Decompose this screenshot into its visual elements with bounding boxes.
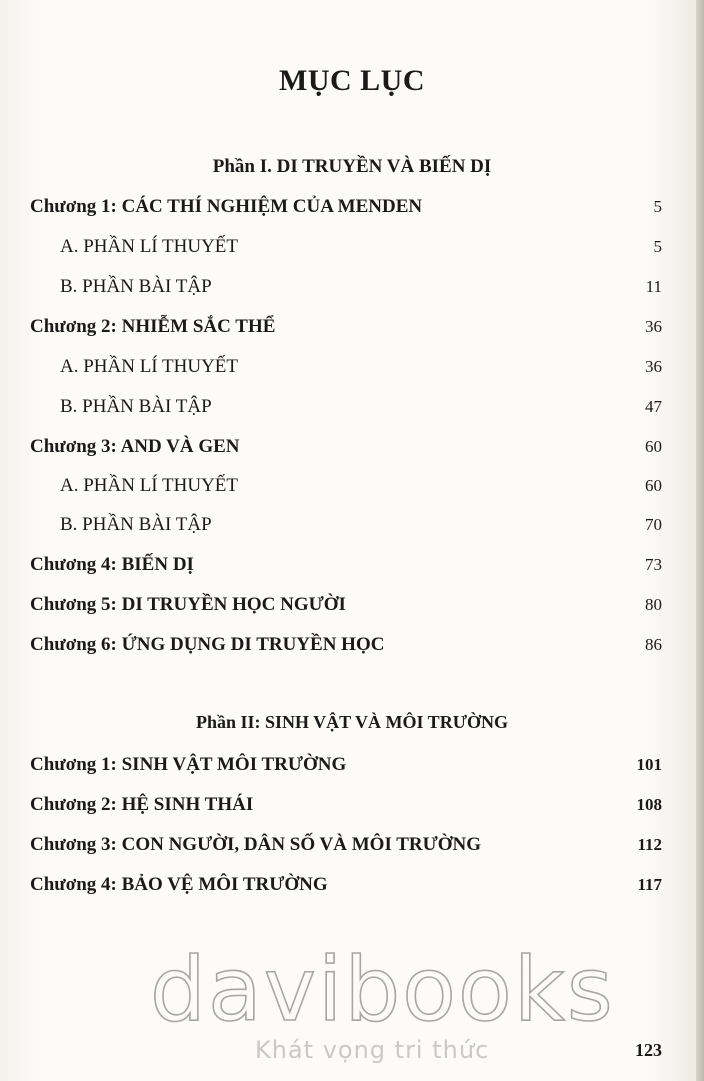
- toc-entry-p1-ch2-a: [60, 356, 662, 386]
- toc-entry-label: Chương 3: AND VÀ GEN: [30, 436, 240, 457]
- toc-entry-label: Chương 4: BẢO VỆ MÔI TRƯỜNG: [30, 874, 328, 895]
- toc-entry-p1-ch1-a: [60, 236, 662, 266]
- toc-entry-label: Chương 5: DI TRUYỀN HỌC NGƯỜI: [30, 594, 346, 615]
- toc-entry-p1-ch1-b: [60, 276, 662, 306]
- toc-page-number: 117: [637, 875, 662, 894]
- toc-entry-p1-ch4: [30, 554, 662, 584]
- toc-page-number: 80: [645, 595, 662, 614]
- toc-entry-label: B. PHẦN BÀI TẬP: [60, 514, 212, 535]
- toc-page-number: 73: [645, 555, 662, 574]
- toc-entry-p2-ch3: [30, 834, 662, 864]
- toc-entry-label: B. PHẦN BÀI TẬP: [60, 396, 212, 417]
- toc-entry-p2-ch4: [30, 874, 662, 904]
- toc-entry-p1-ch3: [30, 436, 662, 466]
- toc-entry-p2-ch1: [30, 754, 662, 784]
- toc-entry-label: A. PHẦN LÍ THUYẾT: [60, 236, 239, 257]
- toc-entry-label: Chương 4: BIẾN DỊ: [30, 554, 194, 575]
- toc-entry-p1-ch3-b: [60, 514, 662, 544]
- toc-page-number: 47: [645, 397, 662, 416]
- toc-entry-label: Chương 3: CON NGƯỜI, DÂN SỐ VÀ MÔI TRƯỜNG: [30, 834, 482, 855]
- toc-page-number: 5: [653, 237, 662, 256]
- toc-entry-p1-ch6: [30, 634, 662, 664]
- toc-page-number: 86: [645, 635, 662, 654]
- toc-entry-p1-ch2-b: [60, 396, 662, 426]
- toc-entry-p1-ch2: [30, 316, 662, 346]
- toc-page-number: 101: [636, 755, 662, 774]
- toc-entry-label: Chương 1: SINH VẬT MÔI TRƯỜNG: [30, 754, 347, 775]
- page-title: MỤC LỤC: [279, 64, 425, 97]
- toc-entry-label: A. PHẦN LÍ THUYẾT: [60, 475, 239, 496]
- toc-page-number: 5: [653, 197, 662, 216]
- watermark-tagline: Khát vọng tri thức: [255, 1036, 490, 1064]
- toc-page-number: 60: [645, 476, 662, 495]
- watermark-logo: davibooks: [150, 938, 615, 1041]
- part-1-heading: Phần I. DI TRUYỀN VÀ BIẾN DỊ: [212, 156, 492, 177]
- toc-page-number: 70: [645, 515, 662, 534]
- toc-entry-p1-ch5: [30, 594, 662, 624]
- toc-entry-label: A. PHẦN LÍ THUYẾT: [60, 356, 239, 377]
- toc-entry-label: Chương 2: NHIỄM SẮC THỂ: [30, 316, 276, 337]
- toc-entry-label: Chương 2: HỆ SINH THÁI: [30, 794, 254, 815]
- toc-page-number: 112: [637, 835, 662, 854]
- toc-page-number: 36: [645, 357, 662, 376]
- toc-page-number: 108: [636, 795, 662, 814]
- toc-entry-p1-ch1: [30, 196, 662, 226]
- toc-entry-p1-ch3-a: [60, 475, 662, 505]
- toc-entry-label: Chương 6: ỨNG DỤNG DI TRUYỀN HỌC: [30, 634, 385, 655]
- toc-entry-label: B. PHẦN BÀI TẬP: [60, 276, 212, 297]
- toc-entry-label: Chương 1: CÁC THÍ NGHIỆM CỦA MENDEN: [30, 196, 423, 217]
- toc-entry-p2-ch2: [30, 794, 662, 824]
- toc-page-number: 11: [645, 277, 662, 296]
- toc-page-number: 36: [645, 317, 662, 336]
- toc-page-number: 60: [645, 437, 662, 456]
- part-2-heading: Phần II: SINH VẬT VÀ MÔI TRƯỜNG: [195, 712, 509, 732]
- page-number: 123: [635, 1040, 662, 1060]
